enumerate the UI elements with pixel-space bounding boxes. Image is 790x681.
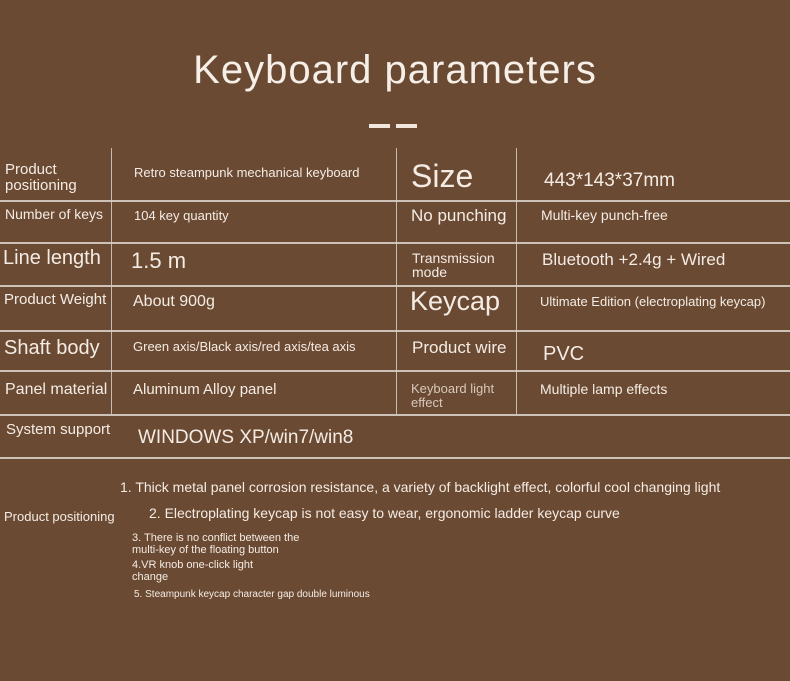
row-5-label-2: Product wire [412,338,507,357]
row-6-value: Aluminum Alloy panel [133,381,277,398]
row-3-value: 1.5 m [131,248,187,273]
row-2-label-2: No punching [411,206,507,225]
row-4-value-2: Ultimate Edition (electroplating keycap) [540,294,766,309]
page-title: Keyboard parameters [193,48,597,92]
table-divider [0,242,790,244]
row-1-value-2: 443*143*37mm [544,170,675,191]
positioning-point-2: 2. Electroplating keycap is not easy to wear, ergonomic ladder keycap curve [149,505,620,521]
row-1-label-2: Size [411,158,474,194]
row-4-label: Product Weight [4,291,107,308]
row-1-label: Product positioning [5,161,77,194]
row-6-label-2: Keyboard light effect [411,381,495,410]
row-2-value-2: Multi-key punch-free [541,207,668,223]
row-1-value: Retro steampunk mechanical keyboard [134,165,360,180]
positioning-point-4: 4.VR knob one-click light change [132,559,254,584]
row-4-value: About 900g [133,293,215,310]
table-divider [0,370,790,372]
column-divider [516,148,517,414]
row-2-label: Number of keys [5,206,104,222]
row-5-value: Green axis/Black axis/red axis/tea axis [133,339,356,354]
row-6-label: Panel material [5,381,108,398]
positioning-point-1: 1. Thick metal panel corrosion resistance, a variety of backlight effect, colorful cool changing light [120,479,721,495]
row-4-label-2: Keycap [410,286,501,316]
system-support-value: WINDOWS XP/win7/win8 [138,427,354,448]
positioning-point-3: 3. There is no conflict between the multi-key of the floating button [132,532,300,557]
row-3-label: Line length [3,247,101,269]
column-divider [396,148,397,414]
row-3-label-2: Transmission mode [412,250,495,280]
column-divider [111,148,112,414]
row-5-value-2: PVC [543,343,585,365]
table-divider [0,200,790,202]
positioning-point-5: 5. Steampunk keycap character gap double luminous [134,589,370,600]
table-divider [0,414,790,416]
row-3-value-2: Bluetooth +2.4g + Wired [542,250,726,269]
row-5-label: Shaft body [4,337,100,359]
table-divider [0,285,790,287]
table-divider [0,457,790,459]
row-2-value: 104 key quantity [134,208,229,223]
title-underline-decoration [369,124,418,129]
positioning-label: Product positioning [4,509,115,524]
table-divider [0,330,790,332]
row-6-value-2: Multiple lamp effects [540,381,668,397]
system-support-label: System support [6,421,111,438]
